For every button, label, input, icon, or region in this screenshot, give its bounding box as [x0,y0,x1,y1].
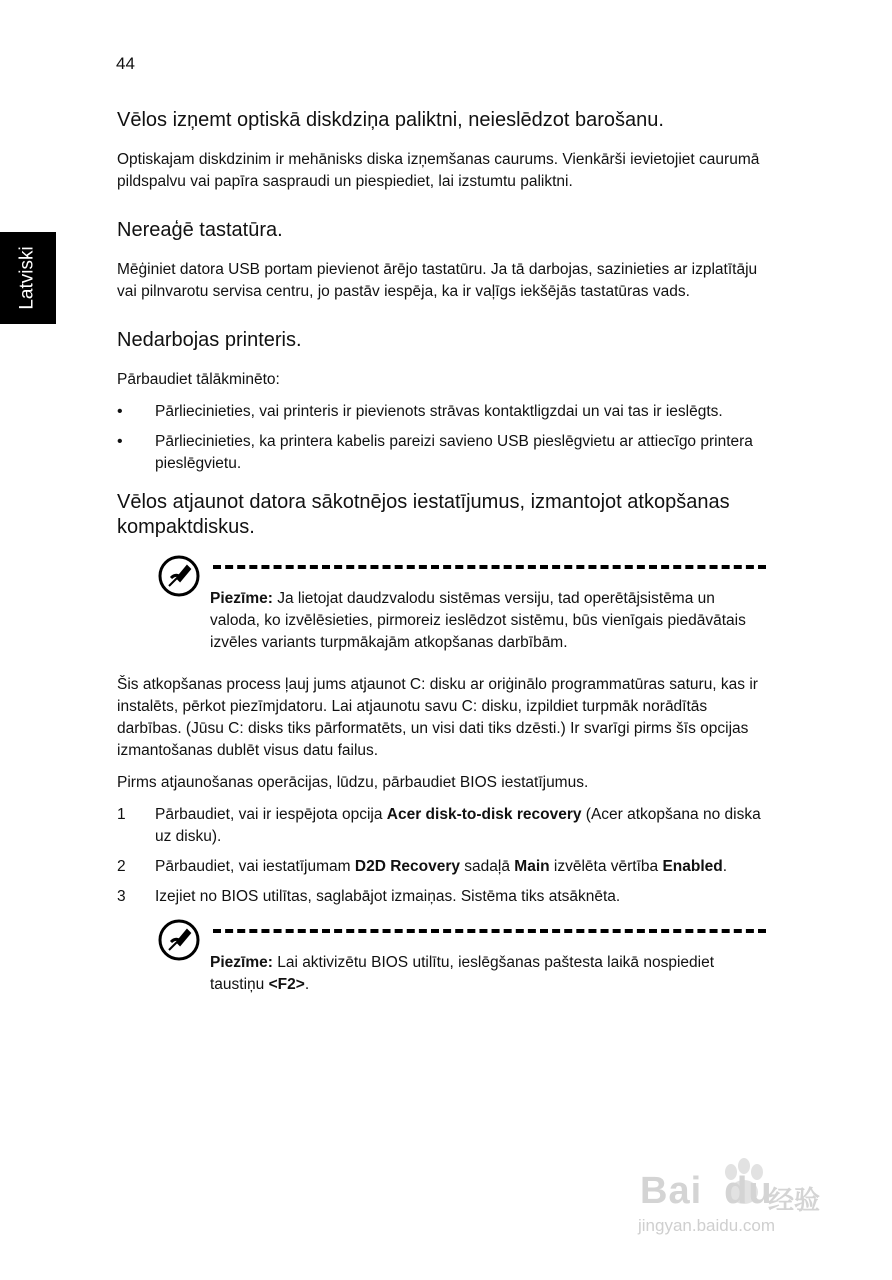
step-text: Pārbaudiet, vai iestatījumam [155,858,355,875]
step-option: Enabled [662,858,723,875]
section-heading-optical-drive: Vēlos izņemt optiskā diskdziņa paliktni, neieslēdzot barošanu. [117,109,664,131]
recovery-description: Šis atkopšanas process ļauj jums atjaunot C: disku ar oriģinālo programmatūras saturu, kas ir instalēts, pērkot piezīmjdatoru. Lai atjaunotu savu C: disku, izpildiet turpmāk norādītās darbības. (Jūsu C: disks tiks pārformatēts, un visi dati tiks dzēsti.) Ir svarīgi pirms šīs opcijas izmantošanas dublēt visus datu failus. [117,676,758,759]
step-option: Acer disk-to-disk recovery [386,806,582,823]
step-option: D2D Recovery [354,858,460,875]
section-body-keyboard: Mēģiniet datora USB portam pievienot ārējo tastatūru. Ja tā darbojas, sazinieties ar izplatītāju vai pilnvarotu servisa centru, jo pastāv iespēja, ka ir vaļīgs iekšējās tastatūras vads. [117,261,758,300]
step-number: 1 [117,806,126,823]
list-item [117,804,762,848]
note-pen-icon [157,554,201,598]
note-body: Lai aktivizētu BIOS utilītu, ieslēgšanas paštesta laikā nospiediet taustiņu [210,954,715,993]
step-text: Izejiet no BIOS utilītas, saglabājot izmaiņas. Sistēma tiks atsāknēta. [155,888,621,905]
note-key: <F2> [268,976,305,993]
section-heading-recovery: Vēlos atjaunot datora sākotnējos iestatījumus, izmantojot atkopšanas kompaktdiskus. [117,491,730,538]
section-body-optical-drive: Optiskajam diskdzinim ir mehānisks diska izņemšanas caurums. Vienkārši ievietojiet caurumā pildspalvu vai papīra saspraudi un piespiediet, lai izstumtu paliktni. [117,151,760,190]
list-item: • Pārliecinieties, ka printera kabelis pareizi savieno USB pieslēgvietu ar attiecīgo printera pieslēgvietu. [117,431,762,475]
section-heading-keyboard: Nereaģē tastatūra. [117,219,283,241]
note-pen-icon [157,918,201,962]
watermark-logo-b: du [724,1170,773,1212]
note-end: . [304,976,310,993]
bios-steps [117,804,762,908]
note-divider [213,929,766,933]
bios-check-intro: Pirms atjaunošanas operācijas, lūdzu, pārbaudiet BIOS iestatījumus. [117,774,589,791]
list-item [117,886,762,908]
note-body: Ja lietojat daudzvalodu sistēmas versiju, tad operētājsistēma un valoda, ko izvēlēsieties, pirmoreiz ieslēdzot sistēmu, būs vienīgais piedāvātais izvēles variants turpmākajām atkopšanas darbībām. [210,590,746,651]
note-label: Piezīme: [210,590,273,607]
section-heading-printer: Nedarbojas printeris. [117,329,302,351]
watermark-suffix: 经验 [768,1185,821,1215]
page-number: 44 [116,54,135,73]
page-content [117,108,762,1016]
watermark-logo [640,1170,773,1213]
printer-checklist [117,401,762,475]
language-side-tab-label: Latviski [17,246,39,310]
list-item [117,856,762,878]
step-number: 3 [117,888,126,905]
note-text [157,554,762,654]
watermark-logo-a: Bai [640,1170,703,1212]
section-intro-printer: Pārbaudiet tālākminēto: [117,371,280,388]
step-text: Pārbaudiet, vai ir iespējota opcija [155,806,387,823]
step-option: Main [514,858,550,875]
step-number: 2 [117,858,126,875]
note-box-multilanguage [157,554,762,654]
step-text: (Acer atkopšana no diska uz disku). [155,806,761,845]
note-label: Piezīme: [210,954,273,971]
step-text: sadaļā [459,858,515,875]
step-text: izvēlēta vērtība [549,858,663,875]
language-side-tab [0,232,56,324]
note-divider [213,565,766,569]
list-item: • Pārliecinieties, vai printeris ir pievienots strāvas kontaktligzdai un vai tas ir ieslēgts. [117,401,762,423]
step-text: . [722,858,728,875]
note-box-bios [157,918,762,996]
watermark-url: jingyan.baidu.com [638,1216,776,1235]
